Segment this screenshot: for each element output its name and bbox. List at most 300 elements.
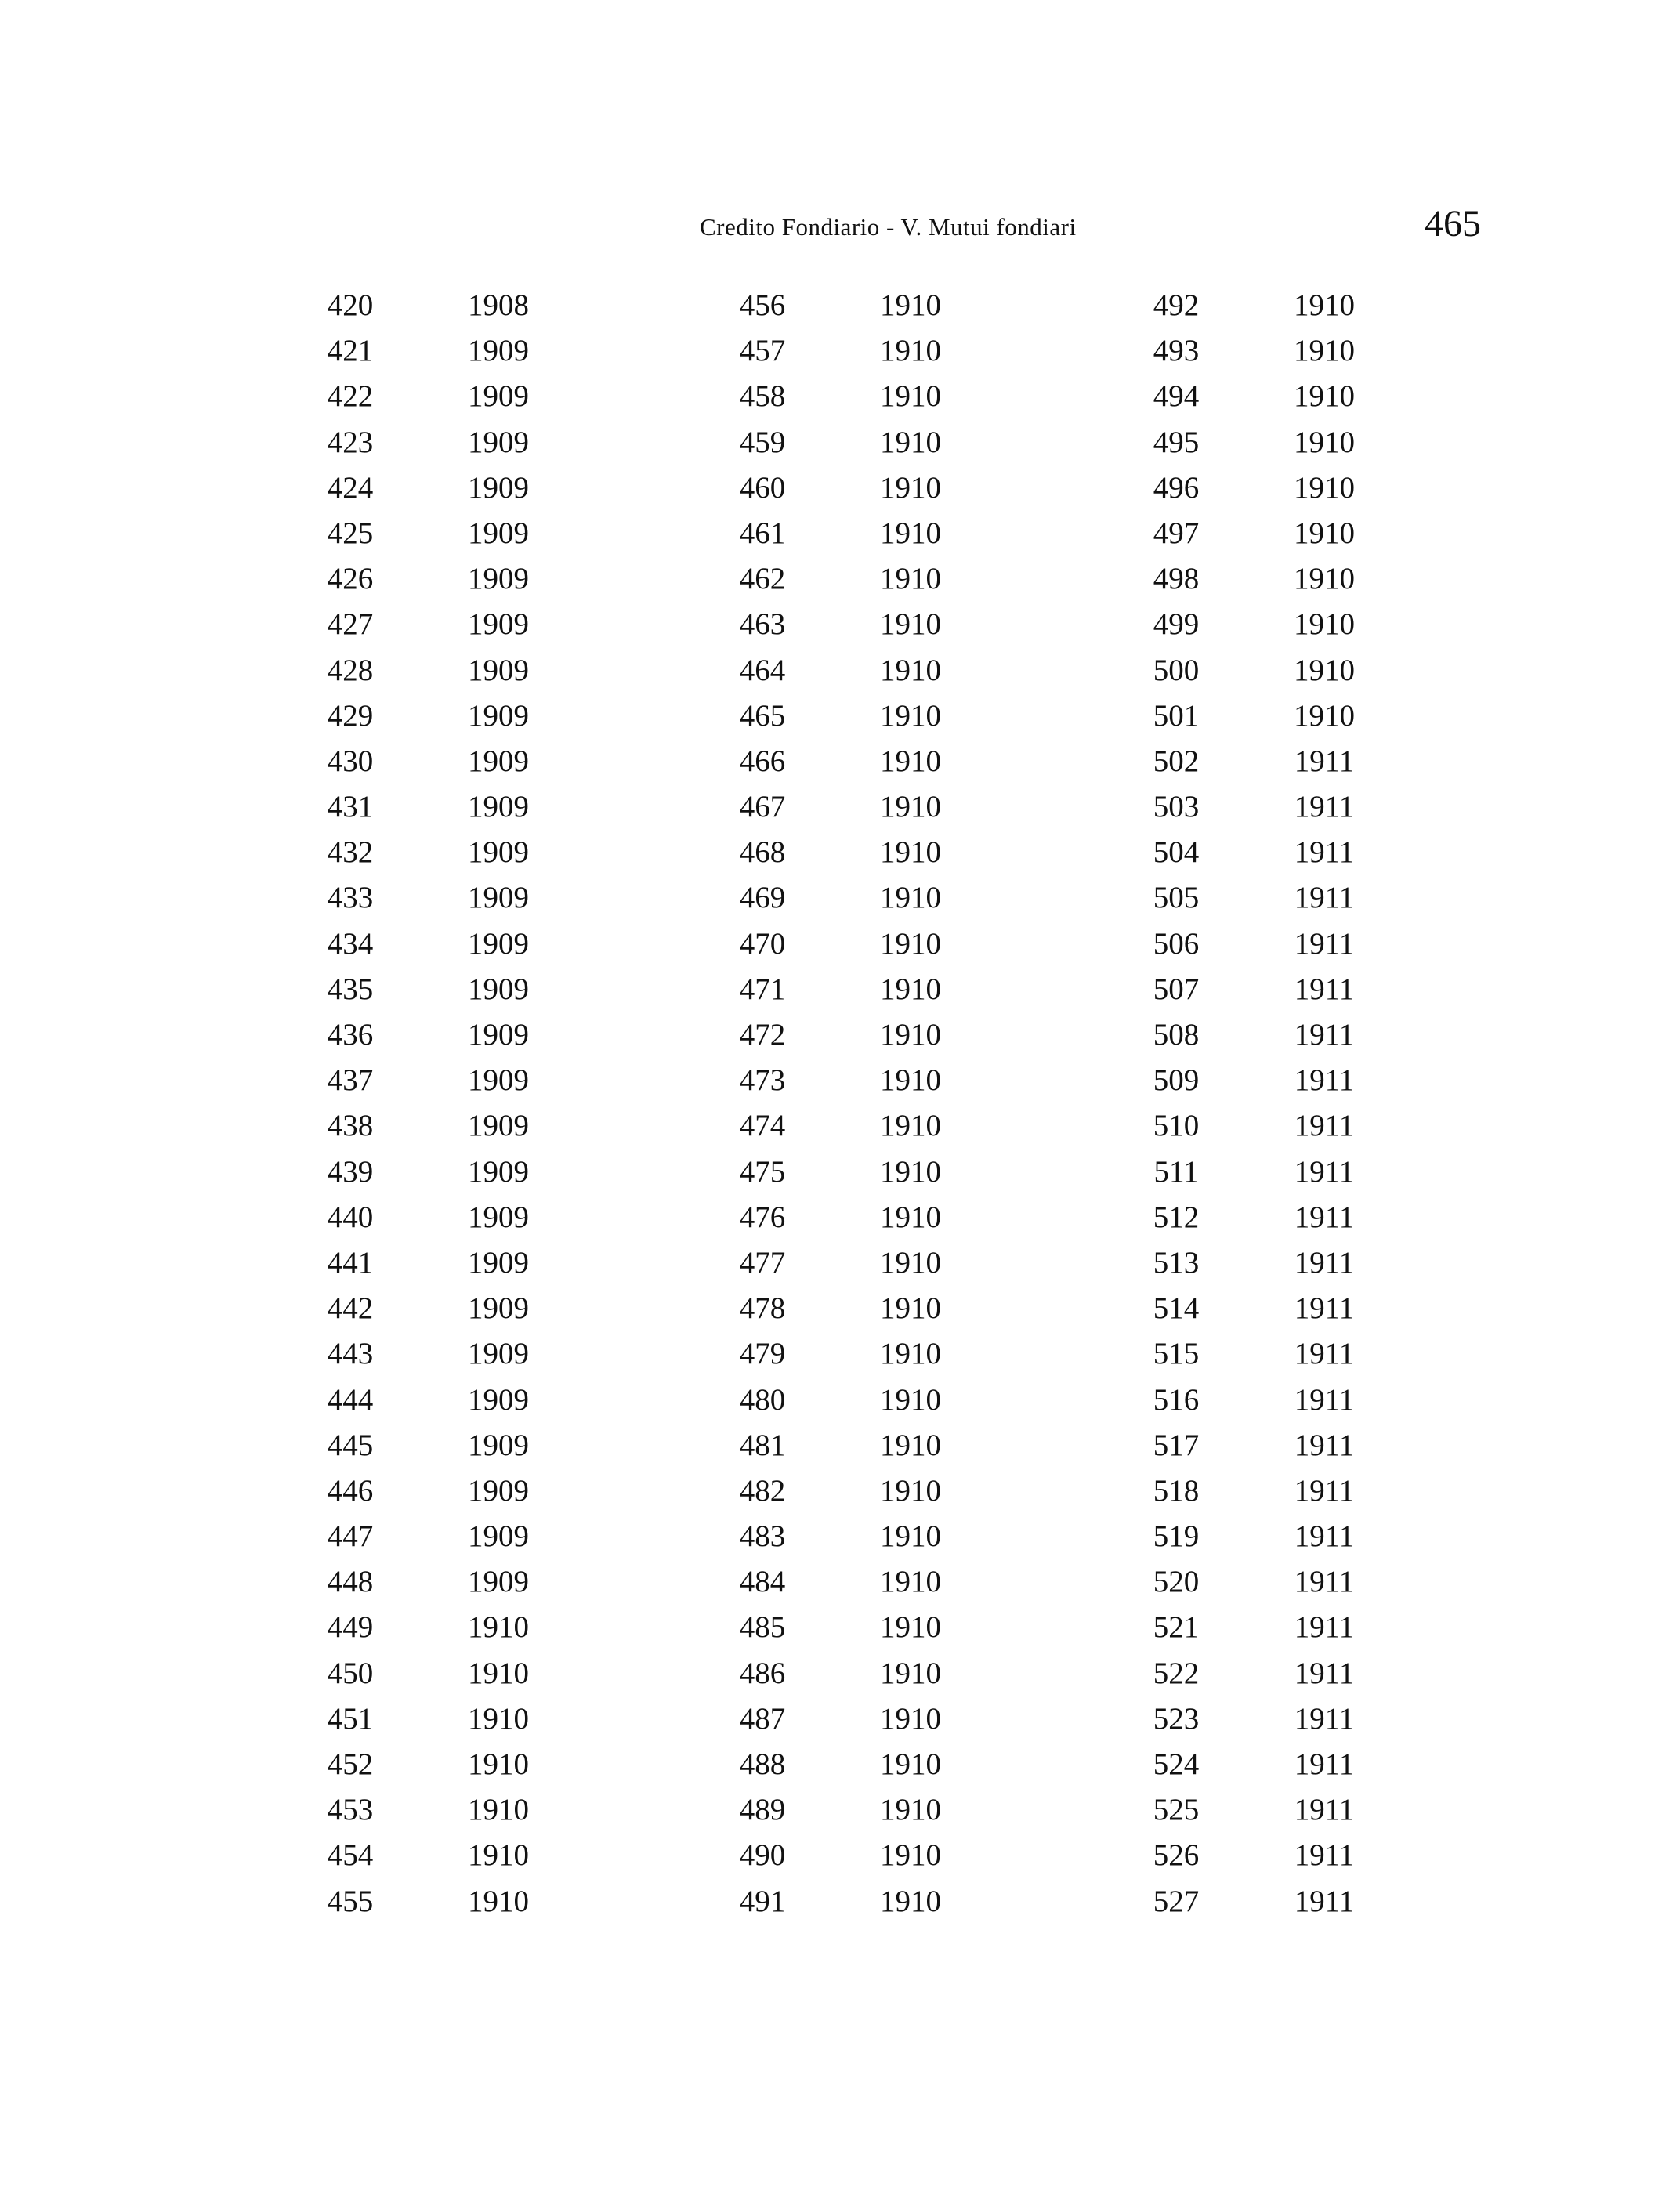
table-row (323, 1016, 605, 1061)
table-row (1149, 1061, 1431, 1106)
entry-number: 475 (739, 1154, 786, 1189)
table-row (1149, 331, 1431, 377)
entry-number: 523 (1153, 1701, 1200, 1736)
entry-number: 448 (327, 1565, 374, 1599)
table-row (323, 1198, 605, 1244)
table-row (1149, 605, 1431, 650)
entry-number: 465 (739, 698, 786, 733)
entry-year: 1911 (1294, 1565, 1355, 1599)
entry-number: 430 (327, 744, 374, 778)
table-row (1149, 742, 1431, 787)
table-row (1149, 925, 1431, 970)
entry-year: 1911 (1294, 926, 1355, 961)
entry-number: 525 (1153, 1793, 1200, 1827)
table-row (735, 1426, 1017, 1472)
entry-number: 473 (739, 1063, 786, 1098)
table-row (1149, 1198, 1431, 1244)
table-row (1149, 651, 1431, 697)
entry-number: 433 (327, 881, 374, 915)
entry-number: 493 (1153, 334, 1200, 368)
entry-number: 427 (327, 607, 374, 642)
table-row (735, 559, 1017, 605)
entry-number: 460 (739, 470, 786, 505)
entry-number: 425 (327, 516, 374, 550)
entry-number: 507 (1153, 972, 1200, 1006)
entry-year: 1910 (468, 1793, 529, 1827)
entry-number: 505 (1153, 881, 1200, 915)
entry-year: 1909 (468, 835, 529, 870)
entry-number: 461 (739, 516, 786, 550)
table-row (323, 331, 605, 377)
entry-year: 1909 (468, 1565, 529, 1599)
table-row (735, 697, 1017, 742)
entry-year: 1910 (1294, 470, 1355, 505)
entry-number: 491 (739, 1884, 786, 1918)
entry-year: 1909 (468, 562, 529, 596)
table-row (1149, 514, 1431, 559)
table-row (1149, 787, 1431, 833)
entry-year: 1910 (880, 1793, 941, 1827)
entry-year: 1909 (468, 470, 529, 505)
entry-number: 516 (1153, 1382, 1200, 1417)
entry-number: 514 (1153, 1291, 1200, 1326)
entry-year: 1911 (1294, 1519, 1355, 1554)
table-row (735, 1289, 1017, 1334)
entry-year: 1911 (1294, 1656, 1355, 1690)
entry-year: 1910 (880, 1565, 941, 1599)
table-row (323, 469, 605, 514)
table-row (735, 1745, 1017, 1790)
entry-number: 435 (327, 972, 374, 1006)
entry-number: 474 (739, 1109, 786, 1143)
entry-year: 1910 (880, 1018, 941, 1052)
table-row (1149, 1836, 1431, 1881)
table-row (1149, 1381, 1431, 1426)
table-row (1149, 286, 1431, 331)
table-row (735, 833, 1017, 878)
table-row (323, 1654, 605, 1700)
table-row (735, 1608, 1017, 1653)
entry-number: 510 (1153, 1109, 1200, 1143)
table-row (735, 1472, 1017, 1517)
entry-year: 1909 (468, 516, 529, 550)
entry-number: 462 (739, 562, 786, 596)
table-row (323, 878, 605, 924)
entry-number: 500 (1153, 653, 1200, 687)
entry-year: 1911 (1294, 744, 1355, 778)
table-row (735, 787, 1017, 833)
table-row (323, 925, 605, 970)
entry-year: 1910 (880, 516, 941, 550)
entry-year: 1910 (880, 1337, 941, 1371)
page-number: 465 (1425, 203, 1481, 244)
entry-year: 1910 (880, 1610, 941, 1645)
entry-year: 1910 (880, 1063, 941, 1098)
entry-number: 484 (739, 1565, 786, 1599)
entry-number: 451 (327, 1701, 374, 1736)
entry-number: 492 (1153, 288, 1200, 322)
entry-number: 485 (739, 1610, 786, 1645)
table-column-3 (1149, 286, 1431, 1928)
entry-number: 459 (739, 425, 786, 459)
table-row (1149, 1608, 1431, 1653)
entry-number: 497 (1153, 516, 1200, 550)
table-row (323, 1608, 605, 1653)
entry-number: 468 (739, 835, 786, 870)
table-row (323, 697, 605, 742)
table-row (323, 1426, 605, 1472)
table-row (323, 286, 605, 331)
table-row (1149, 1153, 1431, 1198)
entry-year: 1909 (468, 1519, 529, 1554)
entry-number: 482 (739, 1473, 786, 1508)
entry-number: 472 (739, 1018, 786, 1052)
entry-number: 519 (1153, 1519, 1200, 1554)
entry-number: 423 (327, 425, 374, 459)
entry-year: 1911 (1294, 1701, 1355, 1736)
entry-number: 495 (1153, 425, 1200, 459)
entry-year: 1911 (1294, 1291, 1355, 1326)
entry-year: 1910 (880, 562, 941, 596)
table-row (323, 1153, 605, 1198)
entry-year: 1910 (468, 1610, 529, 1645)
table-row (735, 878, 1017, 924)
entry-number: 481 (739, 1428, 786, 1462)
table-row (735, 1334, 1017, 1380)
entry-number: 437 (327, 1063, 374, 1098)
entry-year: 1911 (1294, 1063, 1355, 1098)
table-row (323, 787, 605, 833)
entry-number: 422 (327, 379, 374, 414)
table-row (1149, 1106, 1431, 1152)
entry-number: 428 (327, 653, 374, 687)
entry-number: 509 (1153, 1063, 1200, 1098)
entry-year: 1910 (1294, 288, 1355, 322)
entry-year: 1910 (880, 1109, 941, 1143)
table-row (1149, 1426, 1431, 1472)
entry-year: 1911 (1294, 1018, 1355, 1052)
entry-year: 1909 (468, 379, 529, 414)
entry-number: 431 (327, 790, 374, 824)
table-row (323, 1289, 605, 1334)
entry-year: 1910 (880, 1428, 941, 1462)
entry-year: 1909 (468, 1428, 529, 1462)
table-row (735, 651, 1017, 697)
entry-year: 1910 (880, 1291, 941, 1326)
entry-year: 1911 (1294, 1245, 1355, 1280)
table-row (323, 377, 605, 422)
table-row (1149, 1334, 1431, 1380)
table-row (735, 1562, 1017, 1608)
table-row (735, 970, 1017, 1016)
entry-number: 512 (1153, 1200, 1200, 1234)
table-row (1149, 1745, 1431, 1790)
table-row (1149, 1562, 1431, 1608)
table-row (323, 1562, 605, 1608)
entry-number: 467 (739, 790, 786, 824)
entry-number: 450 (327, 1656, 374, 1690)
entry-year: 1909 (468, 1337, 529, 1371)
entry-year: 1910 (1294, 425, 1355, 459)
entry-year: 1910 (880, 653, 941, 687)
table-row (1149, 1244, 1431, 1289)
table-row (735, 1061, 1017, 1106)
entry-number: 517 (1153, 1428, 1200, 1462)
entry-year: 1910 (880, 926, 941, 961)
entry-number: 503 (1153, 790, 1200, 824)
entry-year: 1910 (468, 1656, 529, 1690)
entry-year: 1910 (1294, 516, 1355, 550)
table-row (735, 331, 1017, 377)
entry-year: 1910 (880, 1519, 941, 1554)
entry-number: 454 (327, 1838, 374, 1873)
entry-number: 489 (739, 1793, 786, 1827)
entry-number: 424 (327, 470, 374, 505)
entry-number: 438 (327, 1109, 374, 1143)
entry-number: 446 (327, 1473, 374, 1508)
table-row (323, 833, 605, 878)
entry-year: 1910 (880, 425, 941, 459)
entry-year: 1909 (468, 1291, 529, 1326)
table-row (735, 1836, 1017, 1881)
entry-year: 1909 (468, 334, 529, 368)
entry-year: 1910 (880, 379, 941, 414)
table-row (323, 1061, 605, 1106)
entry-number: 478 (739, 1291, 786, 1326)
table-row (1149, 1790, 1431, 1836)
entry-number: 511 (1153, 1154, 1199, 1189)
table-column-1 (323, 286, 605, 1928)
table-row (735, 1153, 1017, 1198)
table-row (1149, 377, 1431, 422)
table-row (323, 1836, 605, 1881)
entry-number: 490 (739, 1838, 786, 1873)
entry-number: 456 (739, 288, 786, 322)
table-row (323, 651, 605, 697)
entry-number: 441 (327, 1245, 374, 1280)
entry-year: 1910 (880, 288, 941, 322)
entry-number: 479 (739, 1337, 786, 1371)
entry-number: 426 (327, 562, 374, 596)
entry-number: 429 (327, 698, 374, 733)
entry-number: 463 (739, 607, 786, 642)
entry-year: 1910 (880, 1382, 941, 1417)
table-row (735, 605, 1017, 650)
entry-year: 1911 (1294, 1154, 1355, 1189)
entry-number: 498 (1153, 562, 1200, 596)
table-row (735, 1198, 1017, 1244)
entry-year: 1911 (1294, 1884, 1355, 1918)
entry-year: 1910 (880, 1656, 941, 1690)
table-row (1149, 469, 1431, 514)
entry-number: 444 (327, 1382, 374, 1417)
entry-number: 520 (1153, 1565, 1200, 1599)
table-row (735, 423, 1017, 469)
table-row (1149, 1517, 1431, 1562)
table-row (735, 514, 1017, 559)
entry-year: 1911 (1294, 1473, 1355, 1508)
entry-year: 1909 (468, 1063, 529, 1098)
entry-number: 470 (739, 926, 786, 961)
entry-year: 1910 (880, 607, 941, 642)
entry-number: 445 (327, 1428, 374, 1462)
entry-number: 513 (1153, 1245, 1200, 1280)
entry-year: 1909 (468, 1018, 529, 1052)
table-row (1149, 833, 1431, 878)
table-row (735, 925, 1017, 970)
entry-year: 1909 (468, 926, 529, 961)
table-row (1149, 697, 1431, 742)
entry-year: 1910 (880, 1701, 941, 1736)
entry-year: 1910 (880, 790, 941, 824)
entry-number: 453 (327, 1793, 374, 1827)
entry-year: 1910 (1294, 562, 1355, 596)
table-row (735, 469, 1017, 514)
entry-number: 527 (1153, 1884, 1200, 1918)
entry-year: 1911 (1294, 1838, 1355, 1873)
entry-number: 515 (1153, 1337, 1200, 1371)
table-row (323, 559, 605, 605)
entry-number: 483 (739, 1519, 786, 1554)
entry-year: 1911 (1294, 1747, 1355, 1781)
entry-number: 432 (327, 835, 374, 870)
entry-year: 1909 (468, 1200, 529, 1234)
entry-number: 455 (327, 1884, 374, 1918)
entry-year: 1909 (468, 1154, 529, 1189)
entry-year: 1910 (880, 972, 941, 1006)
entry-number: 486 (739, 1656, 786, 1690)
entry-year: 1910 (880, 1200, 941, 1234)
table-row (1149, 1016, 1431, 1061)
entry-year: 1911 (1294, 1337, 1355, 1371)
entry-year: 1909 (468, 1245, 529, 1280)
table-row (323, 742, 605, 787)
entry-year: 1910 (1294, 607, 1355, 642)
entry-year: 1910 (468, 1747, 529, 1781)
table-row (1149, 878, 1431, 924)
entry-number: 449 (327, 1610, 374, 1645)
entry-number: 458 (739, 379, 786, 414)
entry-number: 504 (1153, 835, 1200, 870)
entry-year: 1911 (1294, 790, 1355, 824)
entry-year: 1911 (1294, 835, 1355, 870)
table-row (735, 1106, 1017, 1152)
entry-year: 1910 (880, 1154, 941, 1189)
entry-year: 1909 (468, 653, 529, 687)
entry-number: 466 (739, 744, 786, 778)
table-row (1149, 559, 1431, 605)
entry-number: 436 (327, 1018, 374, 1052)
entry-year: 1910 (1294, 653, 1355, 687)
entry-year: 1910 (880, 1884, 941, 1918)
table-row (323, 1244, 605, 1289)
entry-number: 469 (739, 881, 786, 915)
entry-year: 1911 (1294, 1382, 1355, 1417)
entry-year: 1910 (468, 1701, 529, 1736)
entry-year: 1910 (880, 881, 941, 915)
entry-number: 443 (327, 1337, 374, 1371)
entry-year: 1911 (1294, 1428, 1355, 1462)
entry-year: 1911 (1294, 1109, 1355, 1143)
entry-year: 1909 (468, 790, 529, 824)
entry-number: 522 (1153, 1656, 1200, 1690)
entry-year: 1911 (1294, 1200, 1355, 1234)
table-row (323, 1790, 605, 1836)
entry-year: 1910 (880, 470, 941, 505)
table-row (323, 1882, 605, 1928)
table-row (323, 1381, 605, 1426)
table-row (1149, 1700, 1431, 1745)
table-row (1149, 1289, 1431, 1334)
entry-number: 439 (327, 1154, 374, 1189)
entry-year: 1910 (880, 1473, 941, 1508)
entry-number: 476 (739, 1200, 786, 1234)
entry-year: 1909 (468, 972, 529, 1006)
entry-year: 1911 (1294, 972, 1355, 1006)
table-row (735, 1517, 1017, 1562)
table-row (735, 1244, 1017, 1289)
table-row (735, 1790, 1017, 1836)
entry-year: 1911 (1294, 881, 1355, 915)
table-row (735, 1016, 1017, 1061)
entry-number: 457 (739, 334, 786, 368)
table-row (323, 1517, 605, 1562)
table-row (323, 1472, 605, 1517)
entry-year: 1910 (880, 698, 941, 733)
entry-number: 508 (1153, 1018, 1200, 1052)
entry-year: 1909 (468, 1473, 529, 1508)
entry-number: 471 (739, 972, 786, 1006)
entry-number: 447 (327, 1519, 374, 1554)
entry-year: 1910 (880, 744, 941, 778)
entry-number: 502 (1153, 744, 1200, 778)
entry-year: 1910 (1294, 698, 1355, 733)
table-row (735, 377, 1017, 422)
entry-year: 1911 (1294, 1610, 1355, 1645)
entry-year: 1908 (468, 288, 529, 322)
entry-number: 440 (327, 1200, 374, 1234)
table-row (1149, 423, 1431, 469)
entry-number: 442 (327, 1291, 374, 1326)
entry-number: 496 (1153, 470, 1200, 505)
entry-number: 434 (327, 926, 374, 961)
table-row (323, 605, 605, 650)
entry-year: 1909 (468, 425, 529, 459)
table-row (735, 1381, 1017, 1426)
table-row (323, 1745, 605, 1790)
entry-year: 1911 (1294, 1793, 1355, 1827)
entry-number: 526 (1153, 1838, 1200, 1873)
entry-year: 1910 (880, 1245, 941, 1280)
table-row (323, 1106, 605, 1152)
entry-number: 452 (327, 1747, 374, 1781)
entry-year: 1909 (468, 607, 529, 642)
table-row (323, 1700, 605, 1745)
entry-year: 1910 (880, 1747, 941, 1781)
entry-year: 1910 (1294, 379, 1355, 414)
table-row (1149, 970, 1431, 1016)
entry-number: 521 (1153, 1610, 1200, 1645)
entry-year: 1910 (880, 334, 941, 368)
entry-number: 421 (327, 334, 374, 368)
entry-number: 524 (1153, 1747, 1200, 1781)
entry-number: 464 (739, 653, 786, 687)
entry-number: 501 (1153, 698, 1200, 733)
entry-number: 420 (327, 288, 374, 322)
entry-year: 1909 (468, 1382, 529, 1417)
running-title: Credito Fondiario - V. Mutui fondiari (700, 213, 1077, 241)
entry-year: 1909 (468, 1109, 529, 1143)
